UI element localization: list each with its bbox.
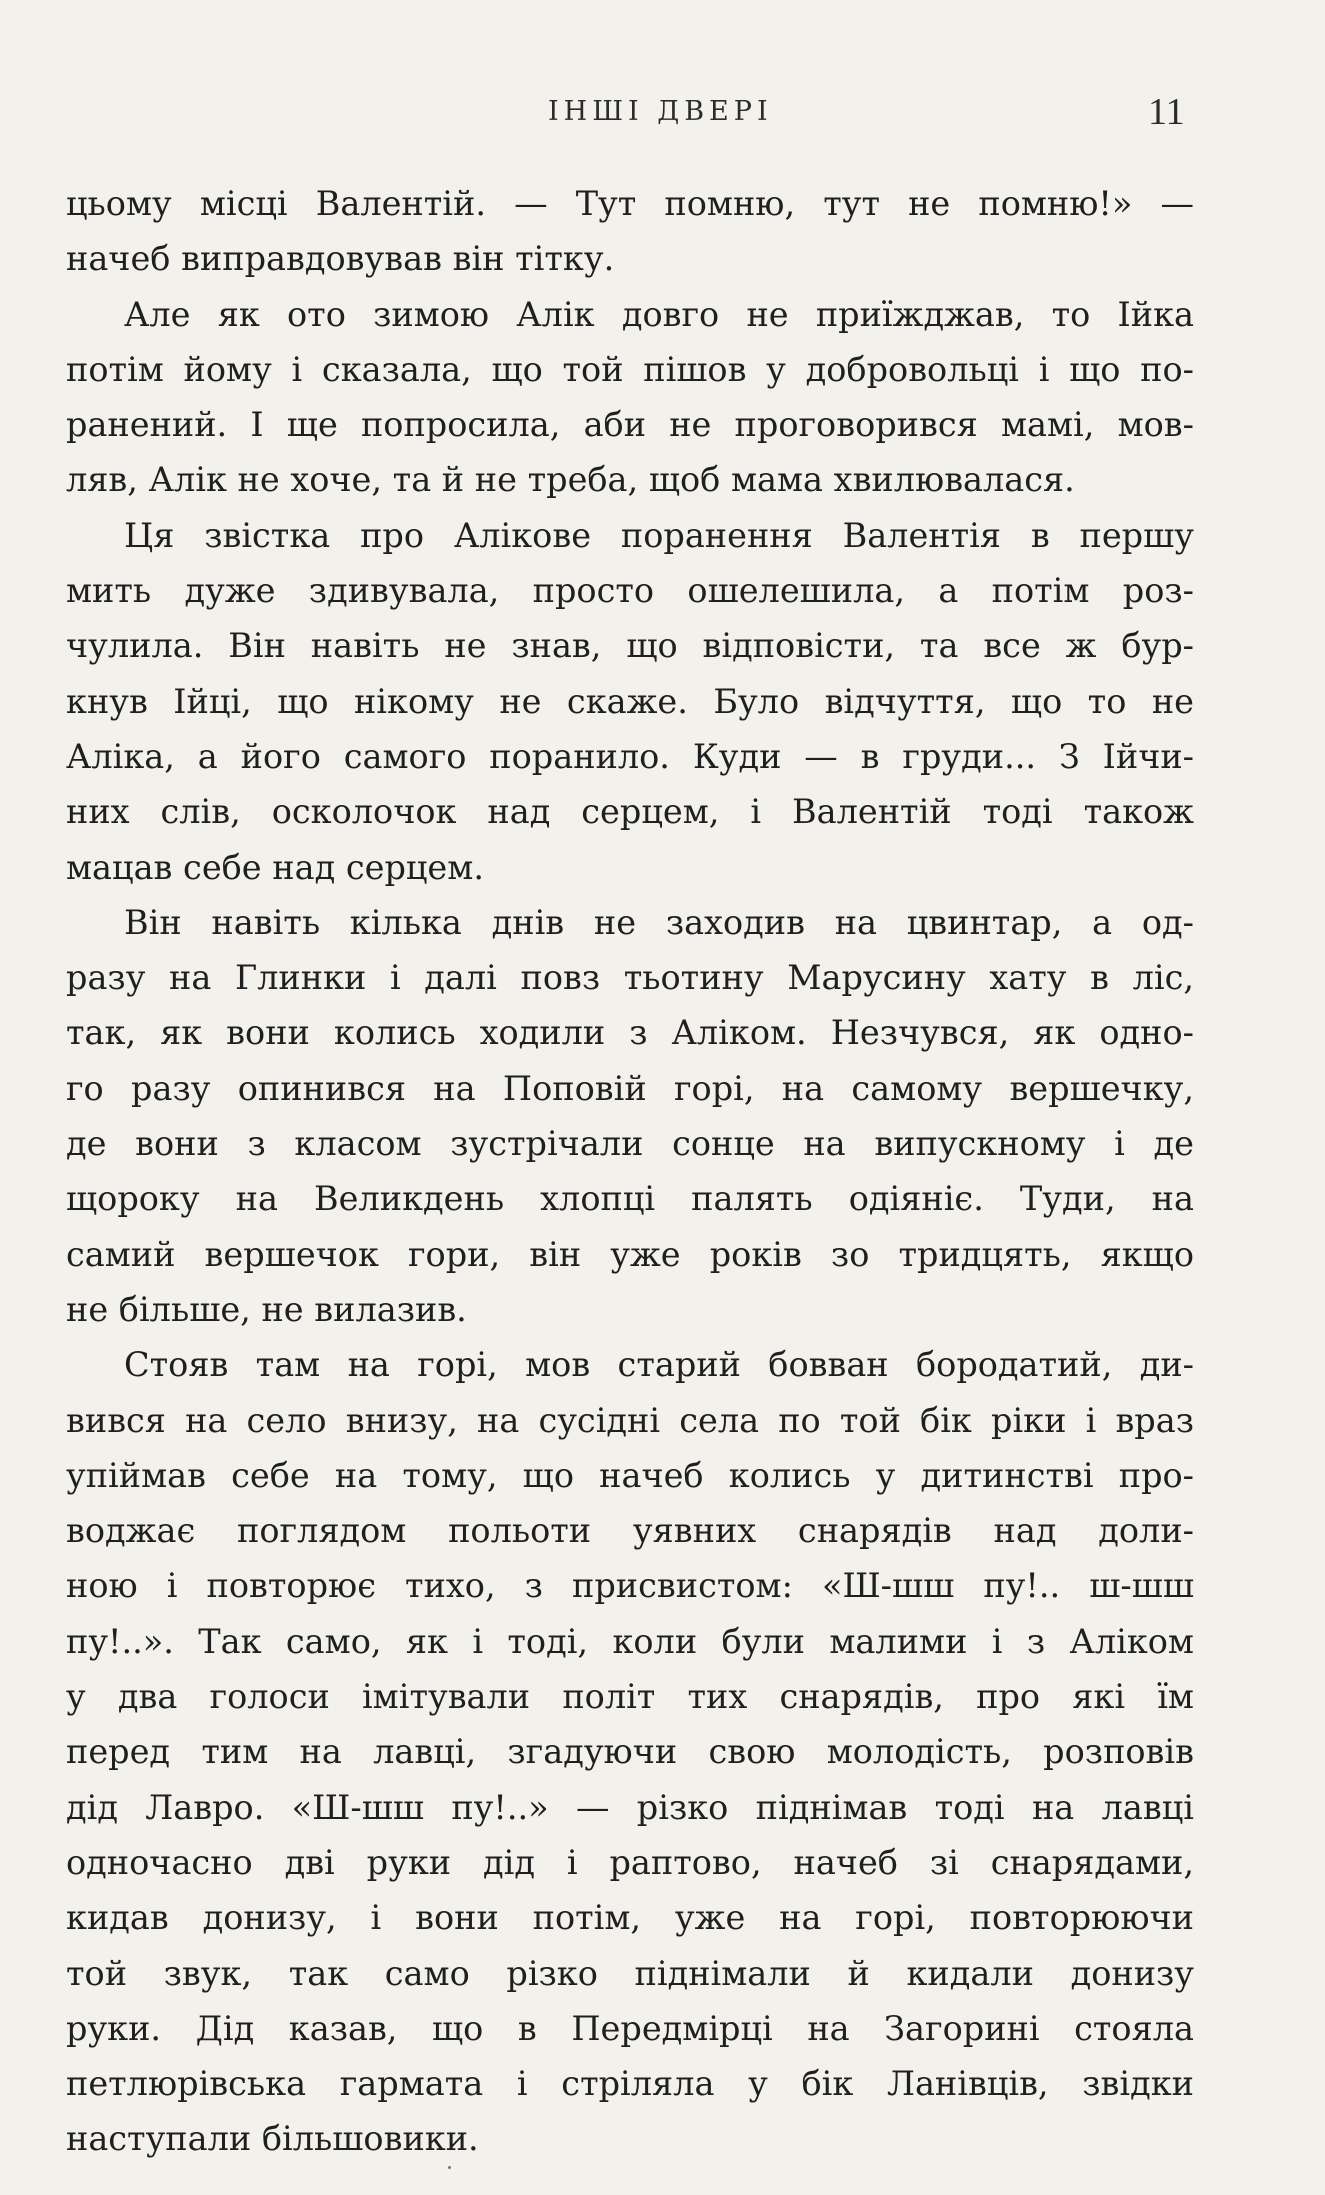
text-line: го разу опинився на Поповій горі, на самому вершечку, bbox=[66, 1068, 1194, 1108]
text-line: Ця звістка про Алікове поранення Валентія в першу bbox=[124, 515, 1194, 555]
text-line: ранений. І ще попросила, аби не проговорився мамі, мов- bbox=[66, 405, 1194, 445]
paragraph-1 bbox=[66, 176, 1194, 287]
text-line: начеб виправдовував він тітку. bbox=[66, 239, 615, 279]
paper-speck bbox=[448, 2166, 451, 2169]
text-line: них слів, осколочок над серцем, і Валентій тоді також bbox=[66, 792, 1194, 832]
text-line: не більше, не вилазив. bbox=[66, 1289, 467, 1329]
text-line: той звук, так само різко піднімали й кидали донизу bbox=[66, 1953, 1194, 1993]
text-line: самий вершечок гори, він уже років зо тридцять, якщо bbox=[66, 1234, 1194, 1274]
text-line: де вони з класом зустрічали сонце на випускному і де bbox=[66, 1124, 1194, 1164]
running-title: ІНШІ ДВЕРІ bbox=[548, 96, 773, 127]
text-line: вився на село внизу, на сусідні села по той бік ріки і враз bbox=[66, 1400, 1194, 1440]
text-line: пу!..». Так само, як і тоді, коли були малими і з Аліком bbox=[66, 1621, 1194, 1661]
text-line: ною і повторює тихо, з присвистом: «Ш-шш пу!.. ш-шш bbox=[66, 1566, 1194, 1606]
text-line: руки. Дід казав, що в Передмірці на Загорині стояла bbox=[66, 2008, 1194, 2048]
text-line: у два голоси імітували політ тих снарядів, про які їм bbox=[66, 1677, 1194, 1717]
text-line: воджає поглядом польоти уявних снарядів над доли- bbox=[66, 1511, 1194, 1551]
text-line: кидав донизу, і вони потім, уже на горі, повторюючи bbox=[66, 1898, 1194, 1938]
text-line: Стояв там на горі, мов старий бовван бородатий, ди- bbox=[124, 1345, 1194, 1385]
text-line: чулила. Він навіть не знав, що відповісти, та все ж бур- bbox=[66, 626, 1194, 666]
text-line: потім йому і сказала, що той пішов у добровольці і що по- bbox=[66, 349, 1194, 389]
text-line: кнув Ійці, що нікому не скаже. Було відчуття, що то не bbox=[66, 681, 1194, 721]
text-line: наступали більшовики. bbox=[66, 2119, 479, 2159]
text-line: упіймав себе на тому, що начеб колись у дитинстві про- bbox=[66, 1455, 1194, 1495]
text-line: Він навіть кілька днів не заходив на цвинтар, а од- bbox=[124, 902, 1194, 942]
text-line: разу на Глинки і далі повз тьотину Марусину хату в ліс, bbox=[66, 958, 1194, 998]
text-line: щороку на Великдень хлопці палять одіяніє. Туди, на bbox=[66, 1179, 1194, 1219]
text-line: дід Лавро. «Ш-шш пу!..» — різко піднімав тоді на лавці bbox=[66, 1787, 1194, 1827]
text-line: цьому місці Валентій. — Тут помню, тут не помню!» — bbox=[66, 184, 1194, 223]
text-line: ляв, Алік не хоче, та й не треба, щоб мама хвилювалася. bbox=[66, 460, 1075, 500]
text-line: Аліка, а його самого поранило. Куди — в груди... З Ійчи- bbox=[66, 736, 1194, 776]
paragraph-5 bbox=[66, 1337, 1194, 2166]
text-line: перед тим на лавці, згадуючи свою молодість, розповів bbox=[66, 1732, 1194, 1772]
running-header bbox=[0, 91, 1325, 146]
paragraph-4 bbox=[66, 895, 1194, 1337]
paragraph-3 bbox=[66, 508, 1194, 895]
text-line: петлюрівська гармата і стріляла у бік Ланівців, звідки bbox=[66, 2064, 1194, 2104]
text-line: мить дуже здивувала, просто ошелешила, а потім роз- bbox=[66, 571, 1194, 611]
text-line: мацав себе над серцем. bbox=[66, 847, 484, 887]
text-line: Але як ото зимою Алік довго не приїжджав, то Ійка bbox=[124, 294, 1194, 334]
text-line: одночасно дві руки дід і раптово, начеб зі снарядами, bbox=[66, 1842, 1194, 1882]
paragraph-2 bbox=[66, 287, 1194, 508]
text-line: так, як вони колись ходили з Аліком. Незчувся, як одно- bbox=[66, 1013, 1194, 1053]
body-text bbox=[66, 176, 1194, 2167]
page-number: 11 bbox=[1148, 91, 1185, 133]
